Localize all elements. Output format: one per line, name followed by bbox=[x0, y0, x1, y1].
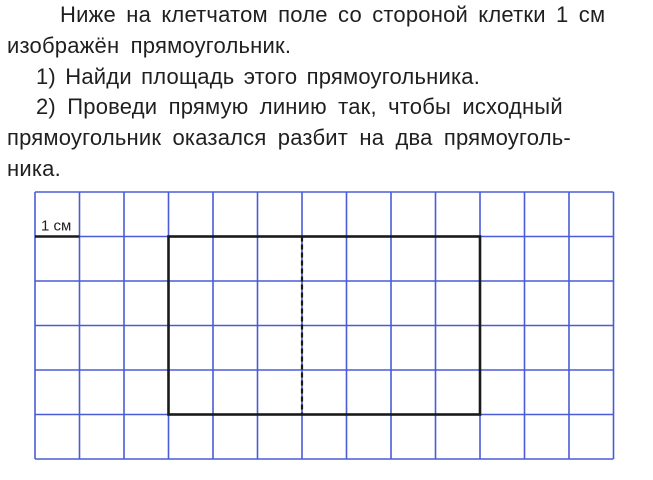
task-question-2-line-3: ника. bbox=[7, 156, 61, 181]
task-intro-line-1: Ниже на клетчатом поле со стороной клетки 1 см bbox=[60, 2, 606, 27]
task-question-1: 1) Найди площадь этого прямоугольника. bbox=[36, 64, 481, 89]
task-question-2-line-1: 2) Проведи прямую линию так, чтобы исходный bbox=[36, 94, 563, 119]
task-intro-line-2: изображён прямоугольник. bbox=[7, 33, 292, 58]
task-question-2-line-2: прямоугольник оказался разбит на два прямоуголь- bbox=[7, 125, 571, 150]
grid-lines bbox=[35, 192, 614, 459]
unit-label: 1 см bbox=[41, 217, 72, 235]
